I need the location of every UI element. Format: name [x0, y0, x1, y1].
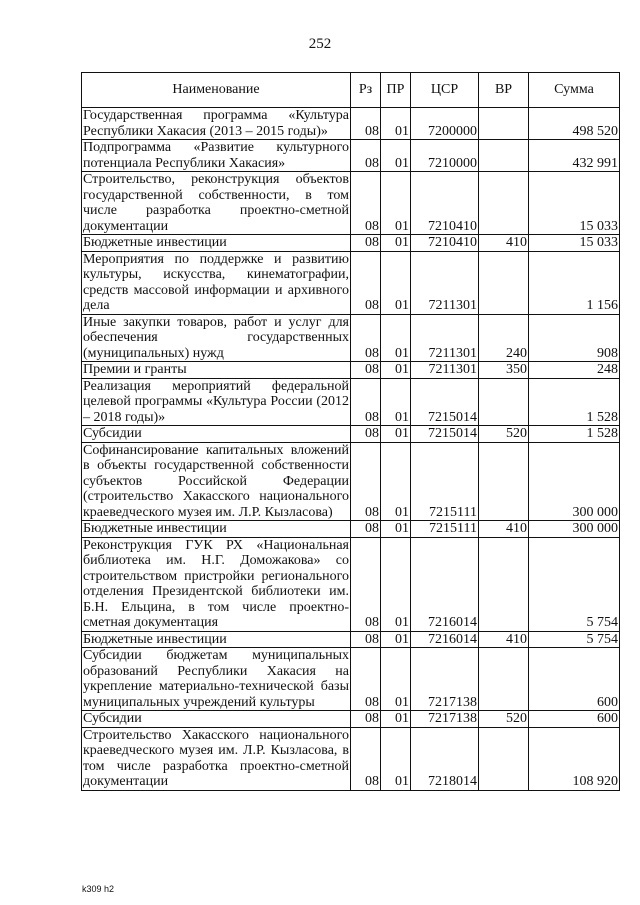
row-csr-cell: 7216014	[411, 537, 479, 631]
row-vr-cell	[479, 108, 529, 140]
row-name-cell: Государственная программа «Культура Республики Хакасия (2013 – 2015 годы)»	[83, 108, 349, 139]
page-number: 252	[308, 36, 332, 52]
row-pr-cell: 01	[381, 108, 411, 140]
table-row	[82, 251, 620, 314]
row-rz-cell: 08	[351, 442, 381, 521]
header-rz: Рз	[351, 73, 381, 108]
table-row	[82, 314, 620, 362]
header-csr: ЦСР	[411, 73, 479, 108]
row-pr-cell: 01	[381, 727, 411, 790]
row-rz-cell: 08	[351, 711, 381, 728]
row-csr-cell: 7217138	[411, 648, 479, 711]
row-name-cell: Подпрограмма «Развитие культурного потенциала Республики Хакасия»	[83, 140, 349, 171]
row-csr-cell: 7215111	[411, 521, 479, 538]
table-row	[82, 235, 620, 252]
table-row	[82, 378, 620, 426]
row-rz-cell: 08	[351, 251, 381, 314]
row-csr-cell: 7217138	[411, 711, 479, 728]
row-sum-cell: 5 754	[529, 537, 620, 631]
row-rz-cell: 08	[351, 172, 381, 235]
row-name-cell: Бюджетные инвестиции	[82, 631, 351, 648]
row-sum-cell: 1 156	[529, 251, 620, 314]
table-header-row	[82, 73, 620, 108]
row-vr-cell	[479, 727, 529, 790]
row-rz-cell: 08	[351, 521, 381, 538]
table-row	[82, 442, 620, 521]
row-name-cell: Строительство Хакасского национального краеведческого музея им. Л.Р. Кызласова, в том числе разработка проектно-сметной документации	[83, 727, 349, 789]
row-csr-cell: 7210000	[411, 140, 479, 172]
table-row	[82, 426, 620, 443]
row-vr-cell	[479, 140, 529, 172]
row-pr-cell: 01	[381, 172, 411, 235]
row-name-cell: Реконструкция ГУК РХ «Национальная библиотека им. Н.Г. Доможакова» со строительством пристройки регионального отделения Президентской библиотеки им. Б.Н. Ельцина, в том числе проектно-сметная документация	[83, 537, 349, 630]
row-pr-cell: 01	[381, 521, 411, 538]
row-vr-cell: 240	[479, 314, 529, 362]
row-pr-cell: 01	[381, 314, 411, 362]
row-pr-cell: 01	[381, 362, 411, 379]
row-pr-cell: 01	[381, 631, 411, 648]
row-sum-cell: 300 000	[529, 442, 620, 521]
row-csr-cell: 7211301	[411, 362, 479, 379]
row-sum-cell: 908	[529, 314, 620, 362]
row-csr-cell: 7218014	[411, 727, 479, 790]
row-name-cell: Бюджетные инвестиции	[82, 521, 351, 538]
row-pr-cell: 01	[381, 442, 411, 521]
row-rz-cell: 08	[351, 727, 381, 790]
table-row	[82, 537, 620, 631]
row-pr-cell: 01	[381, 537, 411, 631]
table-row	[82, 648, 620, 711]
row-pr-cell: 01	[381, 648, 411, 711]
row-sum-cell: 248	[529, 362, 620, 379]
row-rz-cell: 08	[351, 378, 381, 426]
row-rz-cell: 08	[351, 140, 381, 172]
header-vr: ВР	[479, 73, 529, 108]
row-vr-cell: 410	[479, 631, 529, 648]
row-sum-cell: 600	[529, 648, 620, 711]
table-row	[82, 727, 620, 790]
footer-code: k309 h2	[82, 884, 115, 894]
row-rz-cell: 08	[351, 537, 381, 631]
header-pr: ПР	[381, 73, 411, 108]
row-pr-cell: 01	[381, 140, 411, 172]
row-csr-cell: 7215111	[411, 442, 479, 521]
row-pr-cell: 01	[381, 251, 411, 314]
row-csr-cell: 7211301	[411, 251, 479, 314]
row-vr-cell: 350	[479, 362, 529, 379]
row-name-cell: Реализация мероприятий федеральной целевой программы «Культура России (2012 – 2018 годы)»	[83, 378, 349, 425]
row-pr-cell: 01	[381, 378, 411, 426]
row-vr-cell	[479, 172, 529, 235]
row-name-cell: Строительство, реконструкция объектов государственной собственности, в том числе разработка проектно-сметной документации	[83, 172, 349, 234]
row-csr-cell: 7211301	[411, 314, 479, 362]
row-vr-cell	[479, 378, 529, 426]
row-csr-cell: 7210410	[411, 235, 479, 252]
row-csr-cell: 7200000	[411, 108, 479, 140]
row-sum-cell: 108 920	[529, 727, 620, 790]
row-sum-cell: 432 991	[529, 140, 620, 172]
header-name: Наименование	[82, 73, 351, 108]
row-rz-cell: 08	[351, 648, 381, 711]
row-csr-cell: 7215014	[411, 378, 479, 426]
row-vr-cell: 520	[479, 426, 529, 443]
row-rz-cell: 08	[351, 426, 381, 443]
row-name-cell: Софинансирование капитальных вложений в объекты государственной собственности субъектов Российской Федерации (строительство Хакасского национального краеведческого музея им. Л.Р. Кызласова)	[83, 442, 349, 520]
row-vr-cell: 520	[479, 711, 529, 728]
table-body	[82, 108, 620, 791]
header-sum: Сумма	[529, 73, 620, 108]
row-rz-cell: 08	[351, 631, 381, 648]
row-vr-cell: 410	[479, 235, 529, 252]
row-pr-cell: 01	[381, 711, 411, 728]
row-sum-cell: 300 000	[529, 521, 620, 538]
row-rz-cell: 08	[351, 362, 381, 379]
row-sum-cell: 600	[529, 711, 620, 728]
row-name-cell: Премии и гранты	[82, 362, 351, 379]
row-name-cell: Мероприятия по поддержке и развитию культуры, искусства, кинематографии, средств массовой информации и архивного дела	[83, 251, 349, 313]
row-vr-cell	[479, 537, 529, 631]
budget-table	[81, 72, 620, 791]
row-pr-cell: 01	[381, 426, 411, 443]
table-row	[82, 711, 620, 728]
table-row	[82, 172, 620, 235]
table-row	[82, 108, 620, 140]
row-name-cell: Субсидии	[82, 711, 351, 728]
row-name-cell: Субсидии	[82, 426, 351, 443]
row-rz-cell: 08	[351, 314, 381, 362]
row-sum-cell: 1 528	[529, 426, 620, 443]
table-row	[82, 362, 620, 379]
row-name-cell: Иные закупки товаров, работ и услуг для обеспечения государственных (муниципальных) нужд	[83, 314, 349, 361]
row-pr-cell: 01	[381, 235, 411, 252]
row-vr-cell: 410	[479, 521, 529, 538]
row-sum-cell: 15 033	[529, 235, 620, 252]
table-row	[82, 140, 620, 172]
row-csr-cell: 7210410	[411, 172, 479, 235]
row-sum-cell: 5 754	[529, 631, 620, 648]
row-sum-cell: 15 033	[529, 172, 620, 235]
row-rz-cell: 08	[351, 108, 381, 140]
row-name-cell: Субсидии бюджетам муниципальных образований Республики Хакасия на укрепление материально-технической базы муниципальных учреждений культуры	[83, 648, 349, 710]
table-row	[82, 521, 620, 538]
row-csr-cell: 7216014	[411, 631, 479, 648]
row-vr-cell	[479, 442, 529, 521]
table-row	[82, 631, 620, 648]
row-name-cell: Бюджетные инвестиции	[82, 235, 351, 252]
row-csr-cell: 7215014	[411, 426, 479, 443]
row-vr-cell	[479, 648, 529, 711]
row-rz-cell: 08	[351, 235, 381, 252]
row-vr-cell	[479, 251, 529, 314]
row-sum-cell: 1 528	[529, 378, 620, 426]
row-sum-cell: 498 520	[529, 108, 620, 140]
